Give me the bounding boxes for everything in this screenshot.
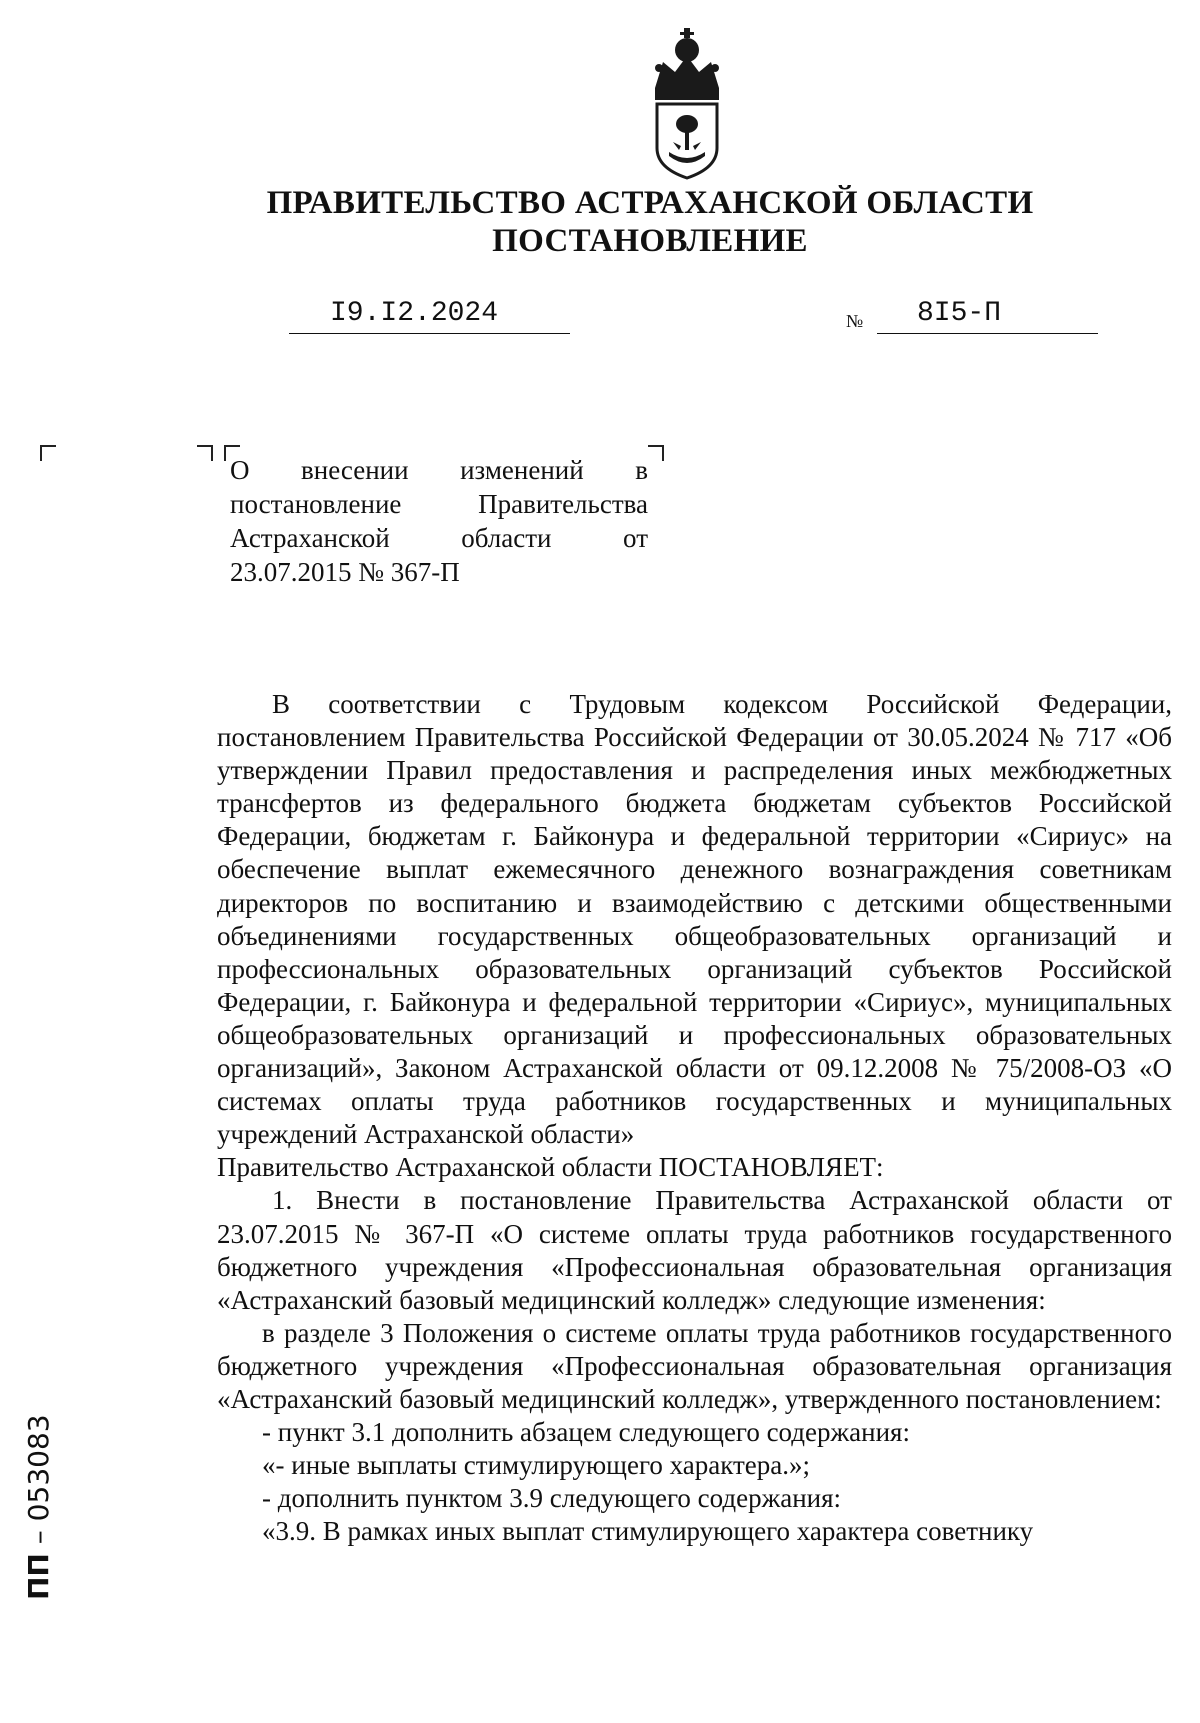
document-date: I9.I2.2024 [330, 298, 499, 329]
document-subject [230, 453, 648, 589]
coat-of-arms-emblem [645, 28, 729, 180]
body-paragraph-quote-1: «- иные выплаты стимулирующего характера.»; [262, 1450, 810, 1481]
corner-mark [197, 445, 213, 461]
corner-mark [648, 445, 664, 461]
document-body [217, 688, 1172, 1548]
body-paragraph-resolves: Правительство Астраханской области ПОСТАНОВЛЯЕТ: [217, 1152, 884, 1183]
subject-line: О внесении изменений в [230, 455, 648, 485]
number-underline [877, 333, 1098, 334]
body-paragraph-item-1: 1. Внести в постановление Правительства Астраханской области от 23.07.2015 № 367-П «О системе оплаты труда работников государственного бюджетного учреждения «Профессиональная образовательная организация «Астраханский базовый медицинский колледж» следующие изменения: [217, 1185, 1172, 1315]
number-sign: № [846, 311, 864, 331]
government-title: ПРАВИТЕЛЬСТВО АСТРАХАНСКОЙ ОБЛАСТИ [266, 185, 1034, 221]
body-paragraph-quote-2: «3.9. В рамках иных выплат стимулирующего характера советнику [262, 1516, 1034, 1547]
subject-line: постановление Правительства [230, 489, 648, 519]
subject-line: 23.07.2015 № 367-П [230, 557, 460, 587]
date-underline [289, 333, 570, 334]
subject-line: Астраханской области от [230, 523, 648, 553]
document-type-title: ПОСТАНОВЛЕНИЕ [492, 223, 808, 259]
body-paragraph-section-3: в разделе 3 Положения о системе оплаты труда работников государственного бюджетного учреждения «Профессиональная образовательная организация «Астраханский базовый медицинский колледж», утвержденного постановлением: [217, 1317, 1172, 1414]
body-paragraph-point-3-1: - пункт 3.1 дополнить абзацем следующего содержания: [262, 1417, 910, 1448]
body-paragraph-point-3-9: - дополнить пунктом 3.9 следующего содержания: [262, 1483, 842, 1514]
side-code-separator: – [22, 1521, 55, 1554]
body-paragraph-preamble: В соответствии с Трудовым кодексом Российской Федерации, постановлением Правительства Российской Федерации от 30.05.2024 № 717 «Об утверждении Правил предоставления и распределения иных межбюджетных трансфертов из федерального бюджета бюджетам субъектов Российской Федерации, бюджетам г. Байконура и федеральной территории «Сириус» на обеспечение выплат ежемесячного денежного вознаграждения советникам директоров по воспитанию и взаимодействию с детскими общественными объединениями государственных общеобразовательных организаций и профессиональных образовательных организаций субъектов Российской Федерации, г. Байконура и федеральной территории «Сириус», муниципальных общеобразовательных организаций и профессиональных образовательных организаций», Законом Астраханской области от 09.12.2008 № 75/2008-ОЗ «О системах оплаты труда работников государственных и муниципальных учреждений Астраханской области» [217, 689, 1172, 1150]
side-code-prefix: ПП [22, 1553, 55, 1600]
side-code-number: 053083 [22, 1414, 55, 1522]
document-number: 8I5-П [917, 298, 1002, 329]
side-serial-code [22, 1400, 62, 1600]
corner-mark [40, 445, 56, 461]
